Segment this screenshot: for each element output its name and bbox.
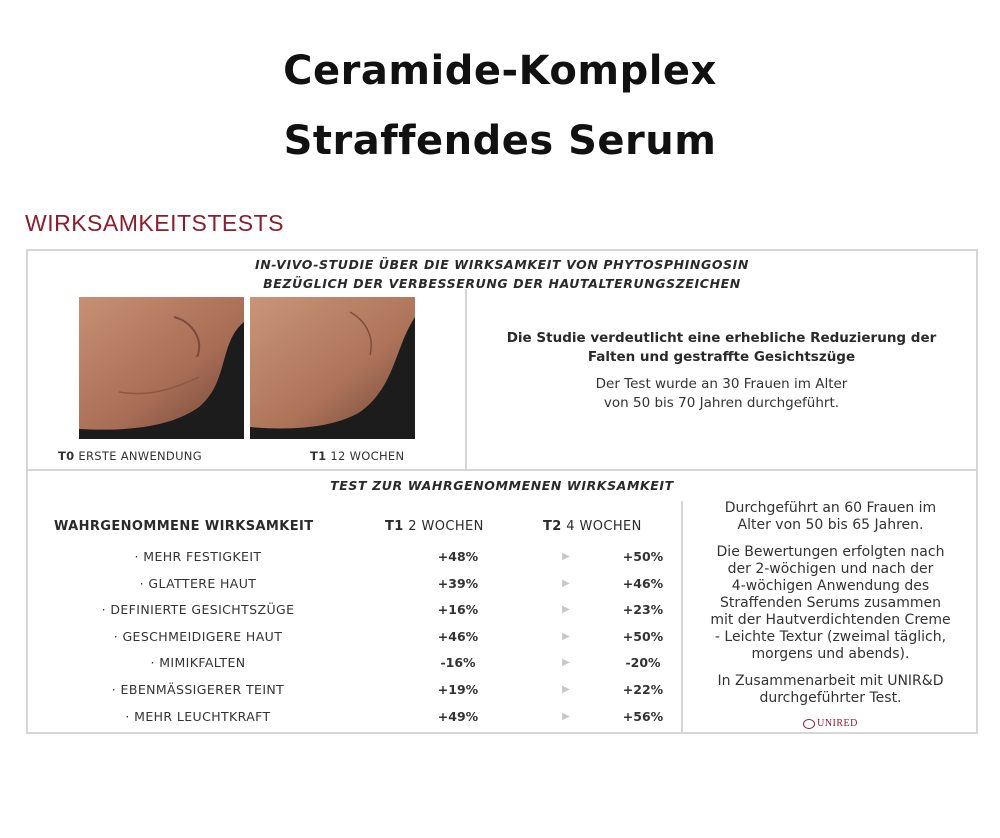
row-label: · GLATTERE HAUT [139, 575, 257, 591]
unired-logo-icon [803, 719, 815, 729]
before-photo-caption: T0 ERSTE ANWENDUNG [58, 449, 202, 463]
product-title-line2: Straffendes Serum [283, 118, 717, 164]
study-title-line1: IN-VIVO-STUDIE ÜBER DIE WIRKSAMKEIT VON PHYTOSPHINGOSIN [254, 257, 749, 272]
study-summary: Die Studie verdeutlicht eine erhebliche Reduzierung der Falten und gestraffte Gesichtszüge Der Test wurde an 30 Frauen im Alter von 50 bis 70 Jahren durchgeführt. [506, 330, 937, 411]
arrow-right-icon: ▶ [562, 604, 570, 616]
row-value-t2: +50% [622, 628, 664, 644]
perceived-test-title: TEST ZUR WAHRGENOMMENEN WIRKSAMKEIT [330, 478, 674, 493]
row-value-t2: +22% [622, 682, 664, 697]
table-row [53, 680, 713, 706]
table-row [53, 707, 713, 733]
row-value-t2: -20% [625, 655, 661, 671]
study-title-line2: BEZÜGLICH DER VERBESSERUNG DER HAUTALTERUNGSZEICHEN [263, 276, 741, 291]
row-value-t2: +50% [622, 549, 664, 564]
table-row [53, 574, 713, 600]
column-header-label: WAHRGENOMMENE WIRKSAMKEIT [54, 519, 314, 534]
row-value-t1: -16% [440, 655, 476, 671]
panel-divider-horizontal [28, 469, 976, 471]
row-value-t1: +48% [437, 549, 479, 564]
row-value-t2: +46% [622, 575, 664, 591]
arrow-right-icon: ▶ [562, 577, 570, 589]
arrow-right-icon: ▶ [562, 630, 570, 642]
table-row [53, 627, 713, 653]
row-label: · EBENMÄSSIGERER TEINT [111, 682, 285, 697]
side-note: Durchgeführt an 60 Frauen im Alter von 50 bis 65 Jahren. Die Bewertungen erfolgten nach der 2-wöchigen und nach der 4-wöchigen Anwendung des Straffenden Serums zusammen mit der Hautverdichtenden Creme - Leichte Textur (zweimal täglich, morgens und abends). In Zusammenarbeit mit UNIR&D durchgeführter Test. UNIRED [682, 500, 979, 732]
row-value-t1: +19% [437, 682, 479, 697]
arrow-right-icon: ▶ [562, 710, 570, 722]
row-value-t1: +39% [437, 575, 479, 591]
table-row [53, 653, 713, 679]
row-label: · MEHR LEUCHTKRAFT [125, 708, 271, 724]
arrow-right-icon: ▶ [562, 684, 570, 695]
row-value-t2: +56% [622, 708, 664, 724]
row-value-t1: +16% [437, 602, 479, 618]
arrow-right-icon: ▶ [562, 657, 570, 669]
row-label: · DEFINIERTE GESICHTSZÜGE [101, 602, 295, 618]
after-photo [250, 297, 415, 439]
column-header-t1: T1 2 WOCHEN [385, 519, 484, 534]
after-photo-caption: T1 12 WOCHEN [310, 449, 405, 463]
row-label: · MIMIKFALTEN [150, 655, 246, 671]
column-header-t2: T2 4 WOCHEN [543, 519, 642, 534]
study-title [28, 255, 976, 293]
table-row [53, 600, 713, 626]
section-label: WIRKSAMKEITSTESTS [25, 210, 284, 236]
unired-logo: UNIRED [682, 715, 979, 732]
results-panel [26, 249, 978, 734]
row-value-t2: +23% [622, 602, 664, 618]
row-value-t1: +49% [437, 708, 479, 724]
product-title-line1: Ceramide-Komplex [283, 48, 717, 94]
table-row [53, 547, 713, 573]
row-label: · MEHR FESTIGKEIT [134, 549, 262, 564]
before-photo [79, 297, 244, 439]
arrow-right-icon: ▶ [562, 551, 570, 562]
row-label: · GESCHMEIDIGERE HAUT [113, 628, 283, 644]
row-value-t1: +46% [437, 628, 479, 644]
